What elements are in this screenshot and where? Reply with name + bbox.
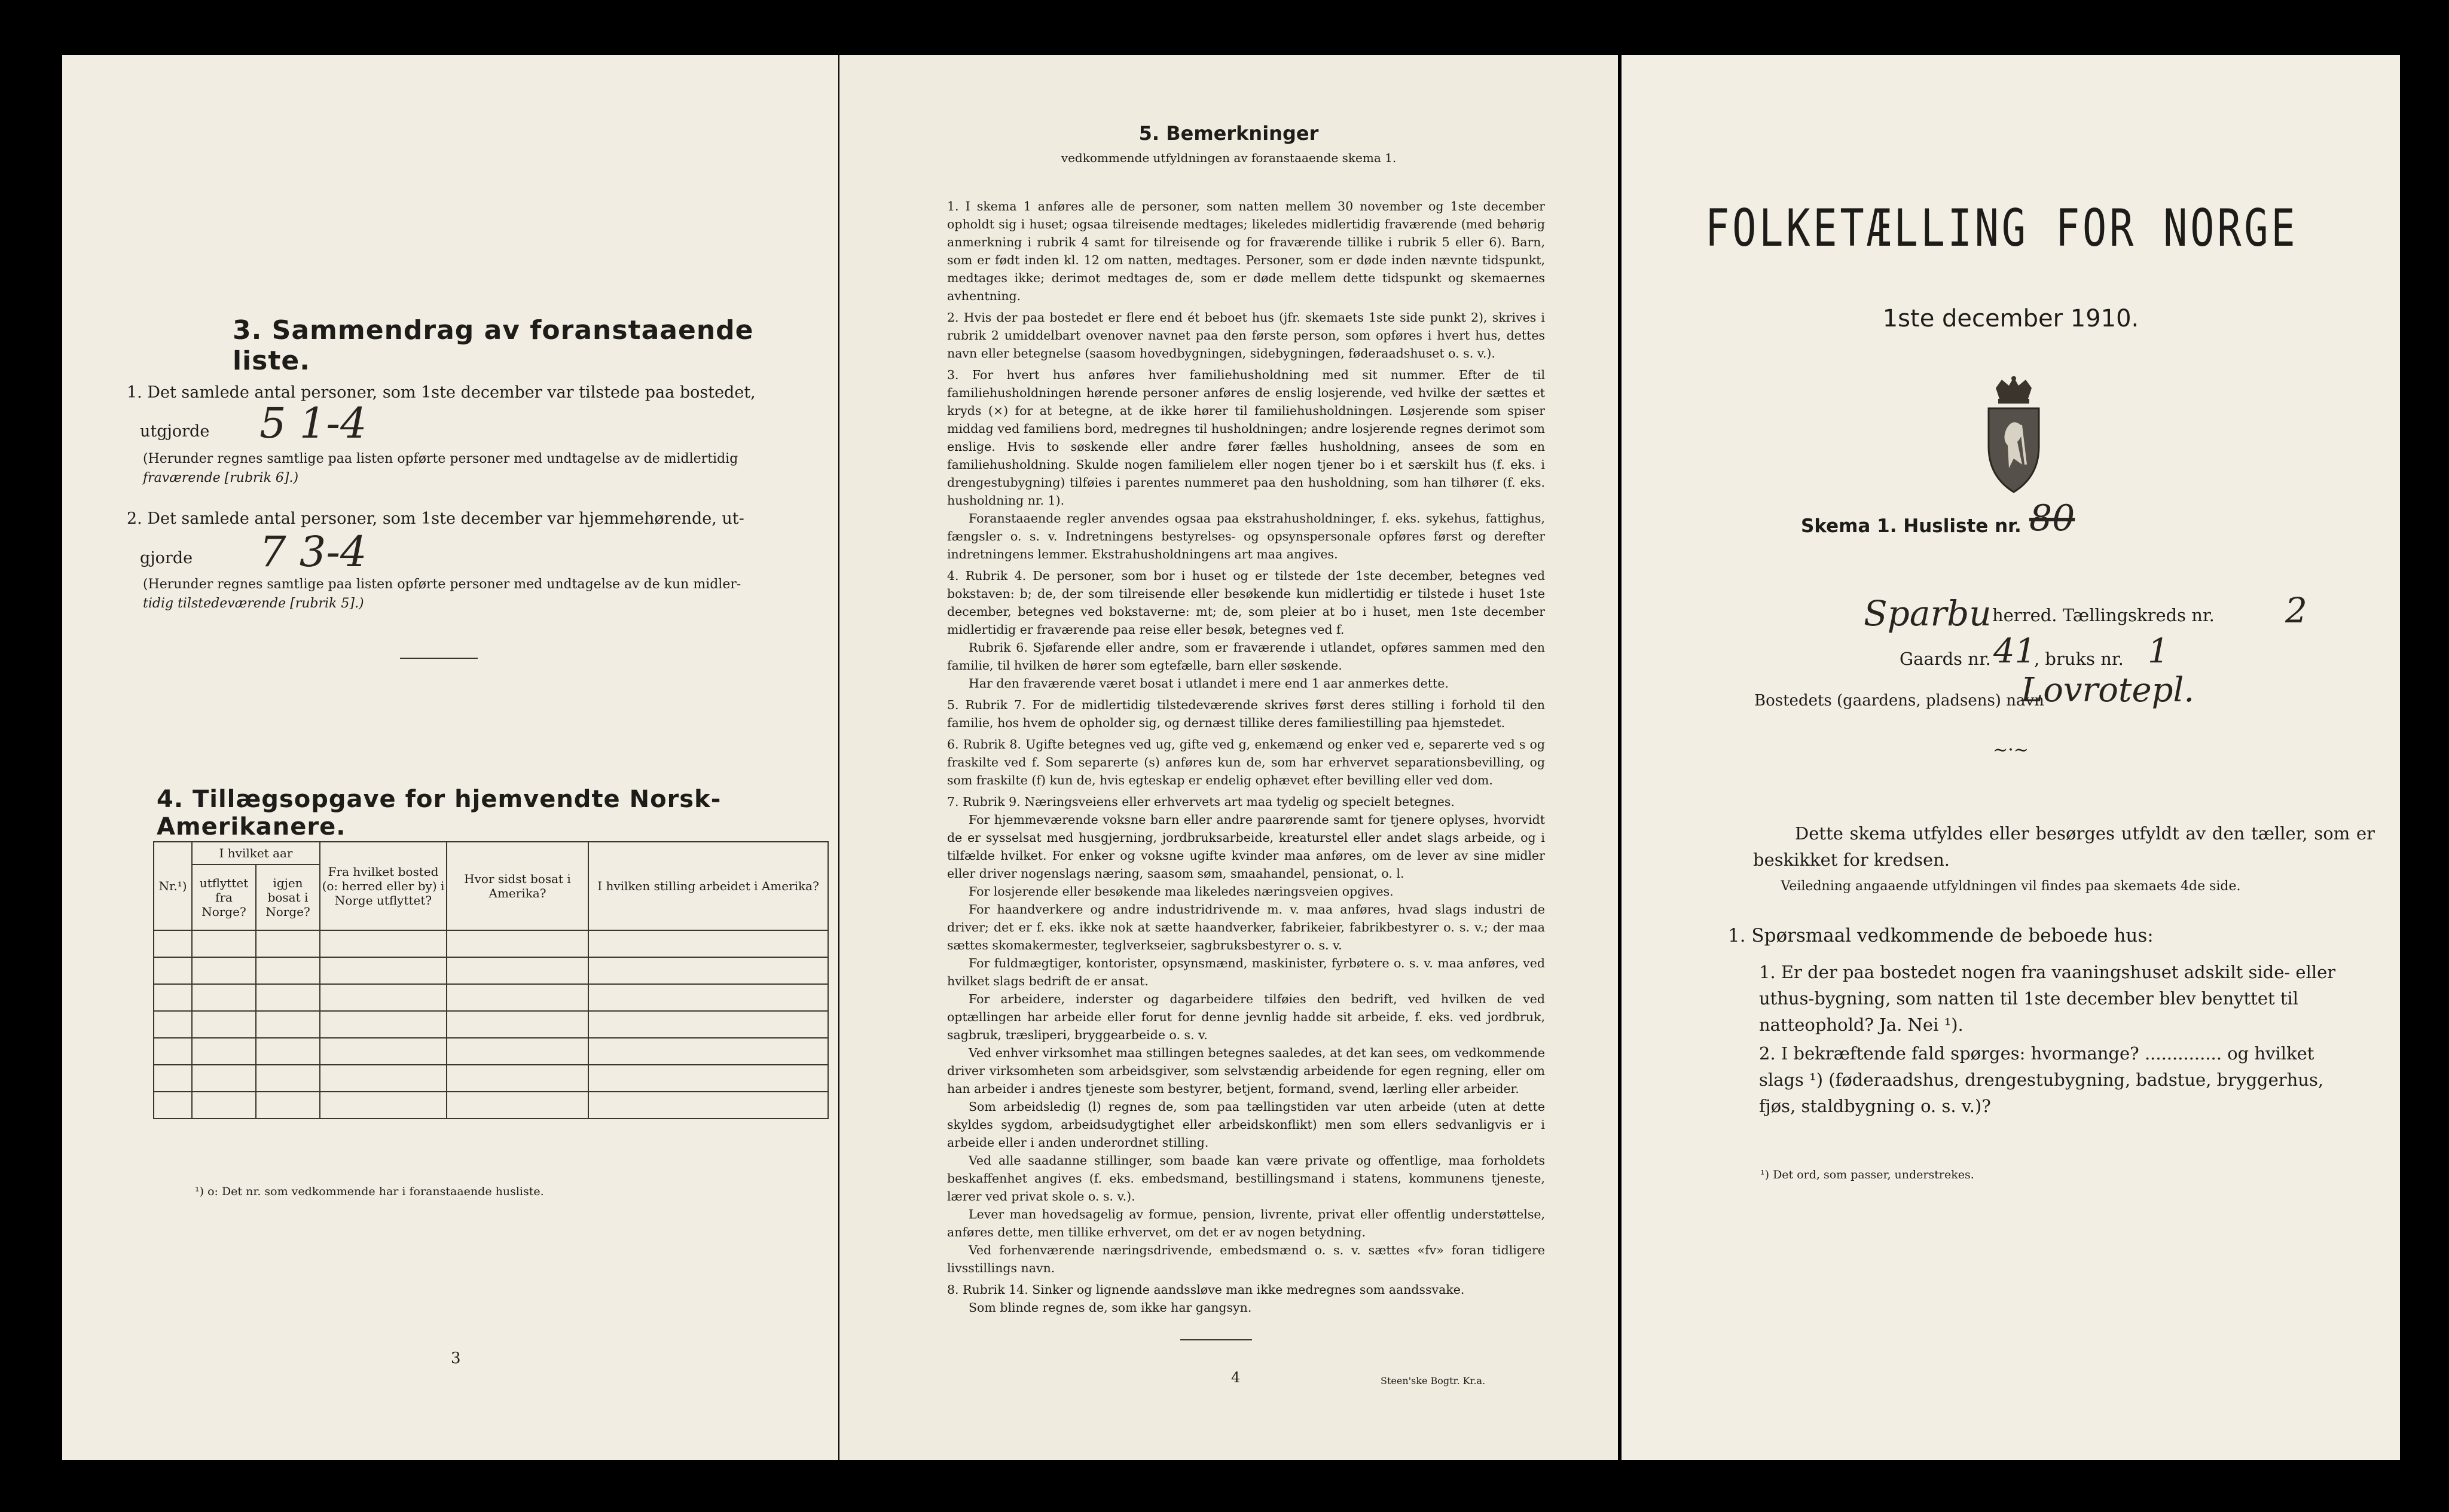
remark-7d: For haandverkere og andre industridrivende m. v. maa anføres, hvad slags industri de driver; det er f. eks. ikke nok at sætte haandverker, fabrikeier, fabrikbestyrer o. s. v.; der maa sættes skomakermester, teglverkseier, sagbruksbestyrer o. s. v. — [947, 902, 1545, 952]
tilleggsopgave-table — [153, 841, 829, 1119]
section-3-title: 3. Sammendrag av foranstaaende liste. — [233, 315, 754, 376]
col-fra-hvilket: Fra hvilket bosted (o: herred eller by) i Norge utflyttet? — [320, 842, 447, 930]
intro-note: Veiledning angaaende utfyldningen vil findes paa skemaets 4de side. — [1781, 879, 2241, 894]
husliste-nr-handwritten[interactable]: 80 — [2029, 497, 2075, 539]
remark-3b: Foranstaaende regler anvendes ogsaa paa ekstrahusholdninger, f. eks. sykehus, fattighus, fængsler o. s. v. Indretningens bestyrelses- og opsynspersonale opføres først og derefter indretningens lemmer. Ekstrahusholdningens art maa angives. — [947, 511, 1545, 561]
item2-note1: (Herunder regnes samtlige paa listen opførte personer med undtagelse av de kun midler- — [143, 577, 741, 592]
main-title: FOLKETÆLLING FOR NORGE — [1705, 198, 2298, 258]
cover-footnote: ¹) Det ord, som passer, understrekes. — [1760, 1168, 1974, 1181]
remark-7g: Ved enhver virksomhet maa stillingen betegnes saaledes, at det kan sees, om vedkommende driver virksomheten som arbeidsgiver, som selvstændig arbeidende for egen regning, eller om han arbeider i andres tjeneste som bestyrer, betjent, formand, svend, lærling eller arbeider. — [947, 1046, 1545, 1096]
table-row — [154, 930, 828, 957]
kreds-handwritten[interactable]: 2 — [2285, 590, 2307, 631]
remarks-title: 5. Bemerkninger — [1138, 122, 1319, 145]
col-hvor-sidst: Hvor sidst bosat i Amerika? — [447, 842, 588, 930]
coat-of-arms-icon — [1978, 375, 2050, 497]
printer-mark: Steen'ske Bogtr. Kr.a. — [1381, 1375, 1486, 1386]
item2-text: 2. Det samlede antal personer, som 1ste december var hjemmehørende, ut- — [127, 509, 744, 528]
bosted-label: Bostedets (gaardens, pladsens) navn — [1754, 692, 2044, 710]
item2-handwritten: 7 3-4 — [259, 527, 367, 576]
page-1-cover — [1622, 55, 2400, 1460]
remark-7c: For losjerende eller besøkende maa likeledes næringsveien opgives. — [969, 884, 1394, 899]
bruks-handwritten[interactable]: 1 — [2148, 632, 2169, 671]
remarks-body — [947, 197, 1545, 1316]
herred-label: herred. Tællingskreds nr. — [1992, 605, 2215, 625]
herred-handwritten[interactable]: Sparbu — [1864, 593, 1992, 634]
remark-7k: Ved forhenværende næringsdrivende, embedsmænd o. s. v. sættes «fv» foran tidligere livsstillings navn. — [947, 1243, 1545, 1275]
ornament-icon: ~·~ — [1993, 740, 2029, 760]
remark-4b: Rubrik 6. Sjøfarende eller andre, som er fraværende i utlandet, opføres sammen med den familie, til hvilken de hører som egtefælle, barn eller søskende. — [947, 640, 1545, 673]
item1-handwritten: 5 1-4 — [259, 399, 367, 448]
item1-text: 1. Det samlede antal personer, som 1ste december var tilstede paa bostedet, — [127, 383, 756, 402]
col-nr: Nr.¹) — [154, 842, 192, 930]
remark-7b: For hjemmeværende voksne barn eller andre paarørende samt for tjenere oplyses, hvorvidt de er sysselsat med husgjerning, jordbruksarbeide, kreaturstel eller andet slags arbeide, og i tilfælde hvilket. For enker og voksne ugifte kvinder maa anføres, om de lever av sine midler eller driver nogenslags næring, saasom søm, smaahandel, pensionat, o. l. — [947, 812, 1545, 881]
questions-title: 1. Spørsmaal vedkommende de beboede hus: — [1728, 925, 2154, 946]
table-row — [154, 984, 828, 1011]
remark-5: 5. Rubrik 7. For de midlertidig tilstedeværende skrives først deres stilling i forhold til den familie, hos hvem de opholder sig, og dernæst tillike deres familiestilling paa hjemstedet. — [947, 698, 1545, 730]
table-footnote: ¹) o: Det nr. som vedkommende har i foranstaaende husliste. — [195, 1185, 544, 1198]
question-1: 1. Er der paa bostedet nogen fra vaaningshuset adskilt side- eller uthus-bygning, som natten til 1ste december blev benyttet til natteophold? Ja. Nei ¹). — [1759, 962, 2336, 1035]
page-4-remarks — [839, 55, 1618, 1460]
divider — [1180, 1339, 1252, 1340]
section-4-title: 4. Tillægsopgave for hjemvendte Norsk-Amerikanere. — [157, 786, 722, 841]
remark-7h: Som arbeidsledig (l) regnes de, som paa tællingstiden var uten arbeide (uten at dette skyldes sygdom, arbeidsudygtighet eller arbeidskonflikt) men som ellers sedvanligvis er i arbeide eller i anden underordnet stilling. — [947, 1099, 1545, 1150]
bruks-label: , bruks nr. — [2034, 649, 2124, 669]
remark-6: 6. Rubrik 8. Ugifte betegnes ved ug, gifte ved g, enkemænd og enker ved e, separerte ved s og fraskilte ved f. Som separerte (s) anføres kun de, som har erhvervet separationsbevilling, og som fraskilte (f) kun de, hvis egteskap er endelig ophævet efter bevilling eller ved dom. — [947, 737, 1545, 787]
col-hvilket-aar: I hvilket aar — [192, 842, 320, 865]
col-utflyttet: utflyttet fra Norge? — [192, 865, 256, 930]
gaards-label: Gaards nr. — [1900, 649, 1991, 669]
remark-7: 7. Rubrik 9. Næringsveiens eller erhvervets art maa tydelig og specielt betegnes. — [947, 795, 1455, 809]
census-date: 1ste december 1910. — [1882, 305, 2139, 332]
remark-7f: For arbeidere, inderster og dagarbeidere tilføies den bedrift, ved hvilken de ved optællingen har arbeide eller forut for denne jevnlig hadde sit arbeide, f. eks. ved jordbruk, sagbruk, træsliperi, bryggearbeide o. s. v. — [947, 992, 1545, 1042]
skema-label: Skema 1. Husliste nr. — [1801, 515, 2022, 537]
remark-3: 3. For hvert hus anføres hver familiehusholdning med sit nummer. Efter de til familiehusholdningen hørende personer anføres de enslig losjerende, ved hvilke der sættes et kryds (×) for at betegne, at de ikke hører til familiehusholdningen. Løsjerende som spiser middag ved familiens bord, medregnes til husholdningen; andre losjerende regnes derimot som enslige. Hvis to søskende eller andre fører fælles husholdning, ansees de som en familiehusholdning. Skulde nogen familielem eller nogen tjener bo i et særskilt hus (f. eks. i drengestubygning) tilføies i parentes nummeret paa den husholdning, som han tilhører (f. eks. husholdning nr. 1). — [947, 368, 1545, 508]
item1-note2: fraværende [rubrik 6].) — [143, 471, 299, 485]
table-row — [154, 1038, 828, 1065]
table-row — [154, 1011, 828, 1038]
page-number: 4 — [1231, 1369, 1241, 1386]
remark-1: 1. I skema 1 anføres alle de personer, som natten mellem 30 november og 1ste december opholdt sig i huset; ogsaa tilreisende medtages; likeledes midlertidig fraværende (med behørig anmerkning i rubrik 4 samt for tilreisende og for fraværende tillike i rubrik 5 eller 6). Barn, som er født inden kl. 12 om natten, medtages. Personer, som er døde inden nævnte tidspunkt, medtages ikke; derimot medtages de, som er døde mellem dette tidspunkt og skemaernes avhentning. — [947, 199, 1545, 303]
page-number: 3 — [451, 1349, 461, 1367]
remark-7j: Lever man hovedsagelig av formue, pension, livrente, privat eller offentlig understøttelse, anføres dette, men tillike erhvervet, om det er av nogen betydning. — [947, 1207, 1545, 1239]
table-row — [154, 1092, 828, 1119]
table-row — [154, 1065, 828, 1092]
question-2: 2. I bekræftende fald spørges: hvormange? .............. og hvilket slags ¹) (føderaadshus, drengestubygning, badstue, bryggerhus, fjøs, staldbygning o. s. v.)? — [1759, 1043, 2324, 1116]
remark-7e: For fuldmægtiger, kontorister, opsynsmænd, maskinister, fyrbøtere o. s. v. maa anføres, ved hvilket slags bedrift de er ansat. — [947, 956, 1545, 988]
bosted-handwritten[interactable]: Lovrotepl. — [2021, 671, 2195, 710]
remark-4: 4. Rubrik 4. De personer, som bor i huset og er tilstede der 1ste december, betegnes ved bokstaven: b; de, der som tilreisende eller besøkende kun midlertidig er tilstede i huset 1ste december, betegnes ved bokstaverne: mt; de, som pleier at bo i huset, men 1ste december midlertidig er fraværende paa reise eller besøk, betegnes ved f. — [947, 569, 1545, 637]
item1-prefix: utgjorde — [140, 422, 210, 441]
table-row — [154, 957, 828, 984]
item2-note2: tidig tilstedeværende [rubrik 5].) — [143, 596, 364, 611]
remark-2: 2. Hvis der paa bostedet er flere end ét beboet hus (jfr. skemaets 1ste side punkt 2), skrives i rubrik 2 umiddelbart ovenover navnet paa den første person, som opføres i hvert hus, dettes navn eller betegnelse (saasom hovedbygningen, sidebygningen, føderaadshuset o. s. v.). — [947, 310, 1545, 361]
divider — [400, 658, 478, 659]
remark-7i: Ved alle saadanne stillinger, som baade kan være private og offentlige, maa forholdets beskaffenhet angives (f. eks. embedsmand, bestillingsmand i statens, kommunens tjeneste, lærer ved privat skole o. s. v.). — [947, 1153, 1545, 1204]
remark-4c: Har den fraværende været bosat i utlandet i mere end 1 aar anmerkes dette. — [969, 676, 1449, 691]
remarks-subtitle: vedkommende utfyldningen av foranstaaende skema 1. — [1061, 151, 1397, 165]
remark-8b: Som blinde regnes de, som ikke har gangsyn. — [969, 1300, 1252, 1315]
col-stilling: I hvilken stilling arbeidet i Amerika? — [588, 842, 828, 930]
item1-note1: (Herunder regnes samtlige paa listen opførte personer med undtagelse av de midlertidig — [143, 451, 738, 466]
col-igjen: igjen bosat i Norge? — [256, 865, 320, 930]
gaards-handwritten[interactable]: 41 — [1993, 632, 2036, 671]
item2-prefix: gjorde — [140, 549, 193, 567]
remark-8: 8. Rubrik 14. Sinker og lignende aandssløve man ikke medregnes som aandssvake. — [947, 1282, 1465, 1297]
intro-text: Dette skema utfyldes eller besørges utfyldt av den tæller, som er beskikket for kredsen. — [1753, 823, 2375, 870]
page-3-summary — [62, 55, 838, 1460]
